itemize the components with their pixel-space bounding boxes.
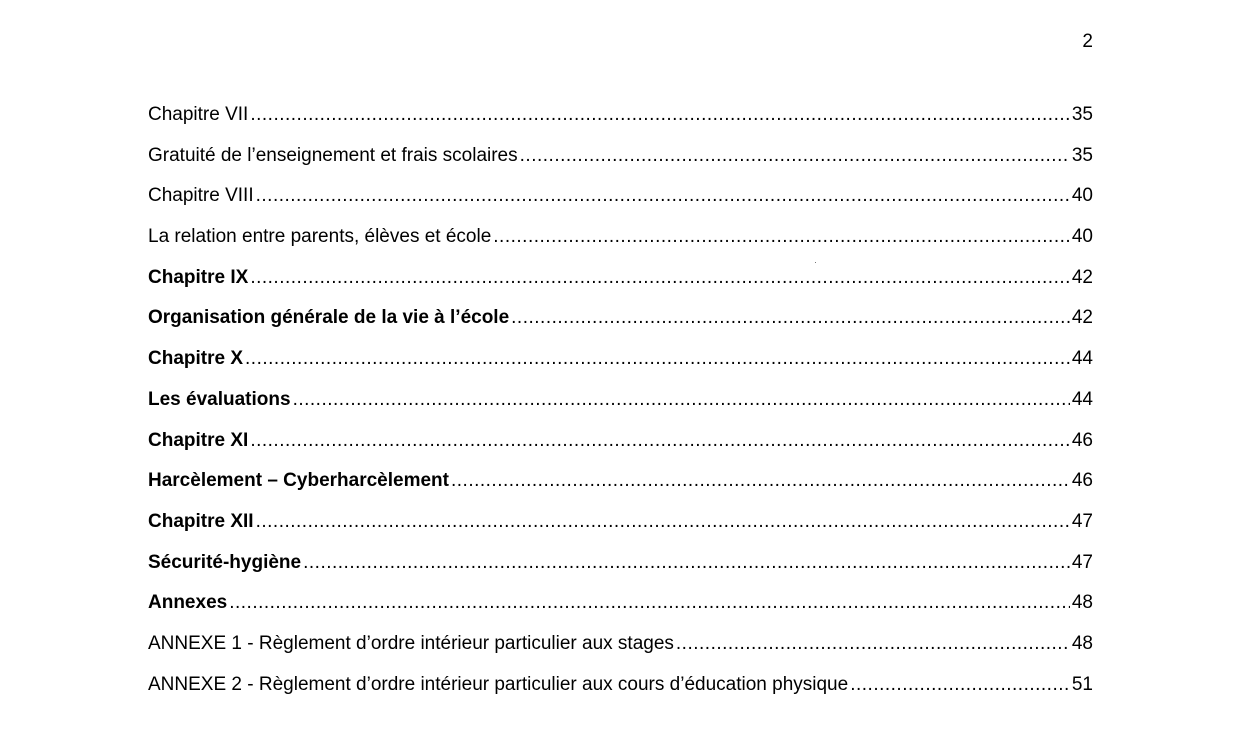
page-number: 2 <box>1082 31 1093 52</box>
toc-entry[interactable] <box>148 387 1093 428</box>
toc-entry-title: Organisation générale de la vie à l’école <box>148 307 510 329</box>
toc-dot-leader <box>250 265 1070 291</box>
toc-entry-page: 40 <box>1071 185 1093 207</box>
toc-entry-title: ANNEXE 1 - Règlement d’ordre intérieur particulier aux stages <box>148 632 674 654</box>
toc-entry-page: 42 <box>1071 307 1093 329</box>
toc-entry-page: 42 <box>1071 266 1093 288</box>
toc-entry-page: 35 <box>1071 104 1093 125</box>
toc-entry-title: ANNEXE 2 - Règlement d’ordre intérieur particulier aux cours d’éducation physique <box>148 673 849 695</box>
toc-dot-leader <box>511 305 1070 331</box>
stray-dot <box>815 262 816 263</box>
toc-entry[interactable] <box>148 102 1093 143</box>
toc-entry-page: 47 <box>1071 551 1093 573</box>
toc-entry-title: Annexes <box>148 592 228 614</box>
toc-dot-leader <box>250 428 1070 454</box>
toc-dot-leader <box>293 387 1070 413</box>
table-of-contents <box>148 102 1093 712</box>
toc-entry[interactable] <box>148 224 1093 265</box>
toc-entry[interactable] <box>148 672 1093 713</box>
toc-dot-leader <box>493 224 1070 250</box>
toc-entry-page: 51 <box>1071 673 1093 695</box>
toc-entry-title: Chapitre X <box>148 348 244 370</box>
toc-entry[interactable] <box>148 428 1093 469</box>
toc-entry-page: 46 <box>1071 470 1093 492</box>
toc-entry-title: La relation entre parents, élèves et école <box>148 226 492 248</box>
toc-entry-title: Les évaluations <box>148 388 291 410</box>
toc-entry-page: 46 <box>1071 429 1093 451</box>
toc-entry-title: Chapitre XII <box>148 510 254 532</box>
toc-entry-page: 44 <box>1071 348 1093 370</box>
toc-entry[interactable] <box>148 468 1093 509</box>
toc-entry-title: Chapitre VII <box>148 104 249 125</box>
toc-dot-leader <box>520 143 1070 169</box>
toc-entry[interactable] <box>148 143 1093 184</box>
toc-entry-title: Gratuité de l’enseignement et frais scolaires <box>148 144 518 166</box>
toc-entry[interactable] <box>148 305 1093 346</box>
toc-entry[interactable] <box>148 183 1093 224</box>
toc-entry[interactable] <box>148 509 1093 550</box>
toc-dot-leader <box>256 183 1070 209</box>
toc-dot-leader <box>250 102 1070 128</box>
toc-entry[interactable] <box>148 590 1093 631</box>
toc-entry-title: Chapitre IX <box>148 266 249 288</box>
toc-entry[interactable] <box>148 265 1093 306</box>
toc-entry-page: 47 <box>1071 510 1093 532</box>
toc-dot-leader <box>245 346 1070 372</box>
toc-entry[interactable] <box>148 550 1093 591</box>
toc-entry-page: 48 <box>1071 592 1093 614</box>
toc-entry-title: Chapitre VIII <box>148 185 254 207</box>
toc-dot-leader <box>676 631 1070 657</box>
toc-entry-title: Harcèlement – Cyberharcèlement <box>148 470 449 492</box>
toc-dot-leader <box>850 672 1070 698</box>
toc-entry-page: 35 <box>1071 144 1093 166</box>
toc-entry[interactable] <box>148 631 1093 672</box>
toc-dot-leader <box>303 550 1070 576</box>
toc-dot-leader <box>229 590 1070 616</box>
toc-entry-page: 48 <box>1071 632 1093 654</box>
toc-entry-title: Sécurité-hygiène <box>148 551 302 573</box>
toc-entry-page: 44 <box>1071 388 1093 410</box>
toc-entry-page: 40 <box>1071 226 1093 248</box>
toc-entry[interactable] <box>148 346 1093 387</box>
toc-entry-title: Chapitre XI <box>148 429 249 451</box>
toc-dot-leader <box>451 468 1070 494</box>
toc-dot-leader <box>256 509 1070 535</box>
